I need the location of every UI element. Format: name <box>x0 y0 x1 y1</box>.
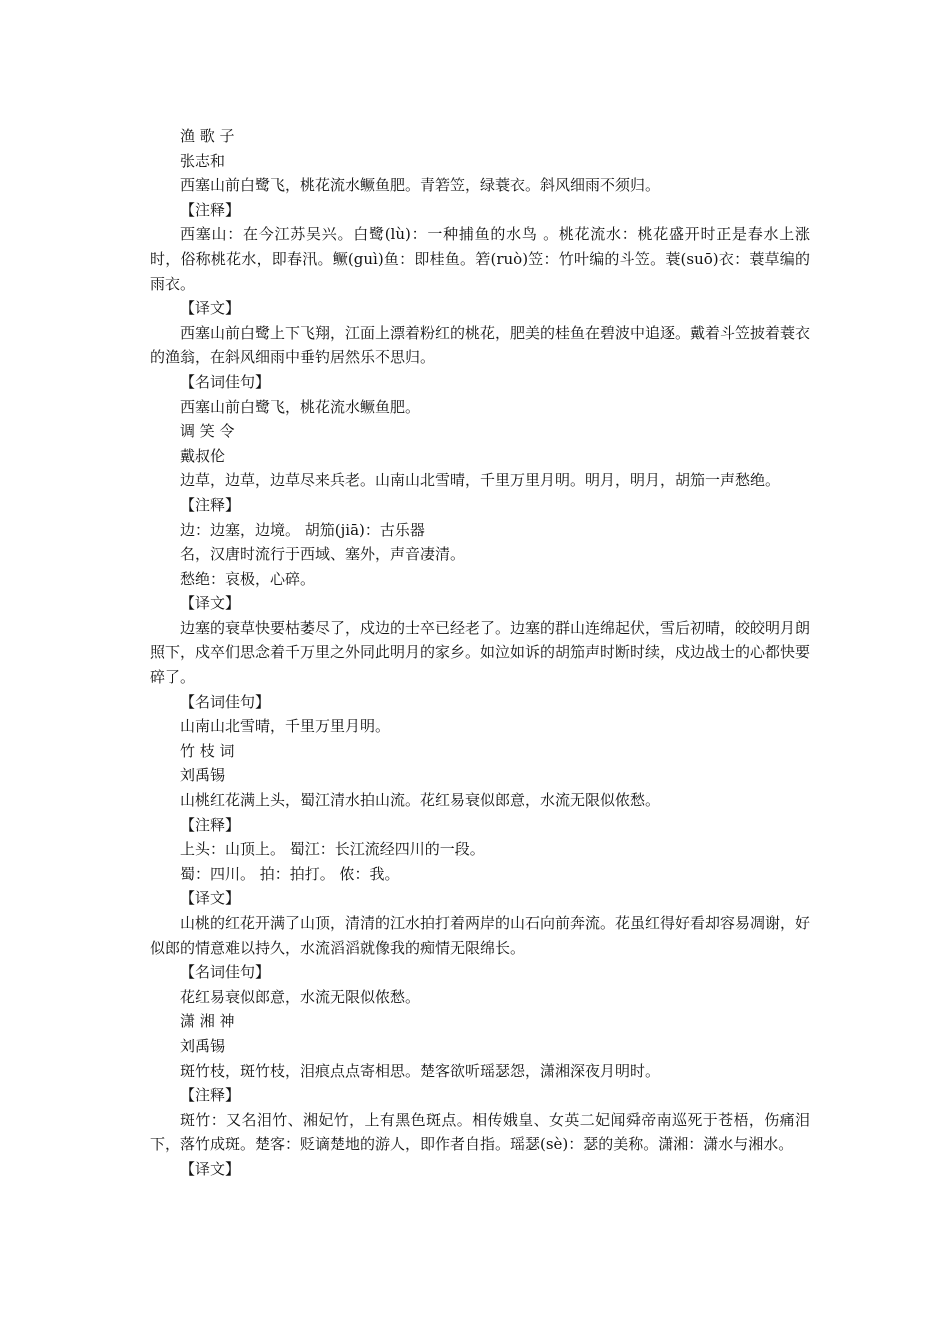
famous-lines-text: 山南山北雪晴，千里万里月明。 <box>180 717 391 736</box>
section-label-notes: 【注释】 <box>180 200 241 219</box>
section-label-translation: 【译文】 <box>180 299 241 318</box>
section-label-notes: 【注释】 <box>180 815 241 834</box>
poem-text: 边草，边草，边草尽来兵老。山南山北雪晴，千里万里月明。明月，明月，胡笳一声愁绝。 <box>180 471 781 490</box>
poem-author: 刘禹锡 <box>180 1036 226 1055</box>
notes-text: 上头：山顶上。 蜀江：长江流经四川的一段。 <box>180 840 485 859</box>
poem-title: 潇 湘 神 <box>180 1012 235 1031</box>
notes-text: 西塞山：在今江苏吴兴。白鹭(lù)：一种捕鱼的水鸟 。桃花流水：桃花盛开时正是春水上涨时，俗称桃花水，即春汛。鳜(guì)鱼：即桂鱼。箬(ruò)笠：竹叶编的斗笠。蓑(suō)衣：蓑草编的雨衣。 <box>150 225 810 293</box>
section-label-translation: 【译文】 <box>180 594 241 613</box>
section-label-famous-lines: 【名词佳句】 <box>180 692 271 711</box>
poem-text: 西塞山前白鹭飞，桃花流水鳜鱼肥。青箬笠，绿蓑衣。斜风细雨不须归。 <box>180 176 661 195</box>
notes-text: 边：边塞，边境。 胡笳(jiā)：古乐器 <box>180 520 425 539</box>
notes-text: 斑竹：又名泪竹、湘妃竹，上有黑色斑点。相传娥皇、女英二妃闻舜帝南巡死于苍梧，伤痛泪下，落竹成斑。楚客：贬谪楚地的游人，即作者自指。瑶瑟(sè)：瑟的美称。潇湘：潇水与湘水。 <box>150 1110 810 1154</box>
notes-text: 愁绝：哀极，心碎。 <box>180 569 316 588</box>
poem-title: 渔 歌 子 <box>180 127 235 145</box>
famous-lines-text: 花红易衰似郎意，水流无限似侬愁。 <box>180 987 421 1006</box>
document-body <box>150 124 810 1182</box>
poem-text: 斑竹枝，斑竹枝，泪痕点点寄相思。楚客欲听瑶瑟怨，潇湘深夜月明时。 <box>180 1061 661 1080</box>
section-label-famous-lines: 【名词佳句】 <box>180 963 271 982</box>
section-label-translation: 【译文】 <box>180 1159 241 1178</box>
poem-text: 山桃红花满上头，蜀江清水拍山流。花红易衰似郎意，水流无限似侬愁。 <box>180 791 661 810</box>
poem-author: 戴叔伦 <box>180 446 226 465</box>
notes-text: 蜀：四川。 拍：拍打。 侬：我。 <box>180 864 400 883</box>
translation-text: 西塞山前白鹭上下飞翔，江面上漂着粉红的桃花，肥美的桂鱼在碧波中追逐。戴着斗笠披着蓑衣的渔翁，在斜风细雨中垂钓居然乐不思归。 <box>150 323 811 367</box>
section-label-famous-lines: 【名词佳句】 <box>180 372 271 391</box>
poem-title: 竹 枝 词 <box>180 741 235 760</box>
translation-text: 边塞的衰草快要枯萎尽了，戍边的士卒已经老了。边塞的群山连绵起伏，雪后初晴，皎皎明月朗照下，戍卒们思念着千万里之外同此明月的家乡。如泣如诉的胡笳声时断时续，戍边战士的心都快要碎了。 <box>150 618 811 687</box>
notes-text: 名，汉唐时流行于西域、塞外，声音凄清。 <box>180 545 466 564</box>
poem-title: 调 笑 令 <box>180 422 235 441</box>
poem-author: 张志和 <box>180 151 226 170</box>
section-label-translation: 【译文】 <box>180 889 241 908</box>
poem-author: 刘禹锡 <box>180 766 226 785</box>
famous-lines-text: 西塞山前白鹭飞，桃花流水鳜鱼肥。 <box>180 397 421 416</box>
section-label-notes: 【注释】 <box>180 495 241 514</box>
section-label-notes: 【注释】 <box>180 1086 241 1105</box>
translation-text: 山桃的红花开满了山顶，清清的江水拍打着两岸的山石向前奔流。花虽红得好看却容易凋谢，好似郎的情意难以持久，水流滔滔就像我的痴情无限绵长。 <box>150 914 811 957</box>
